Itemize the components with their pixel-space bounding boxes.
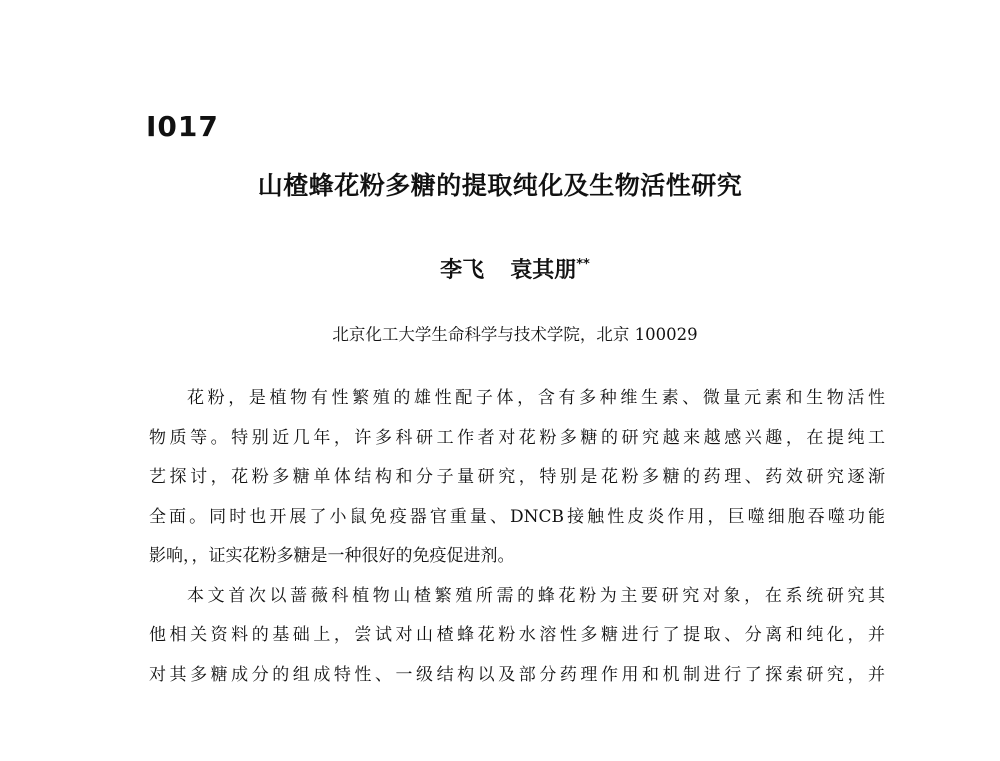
paragraph-1-line-1: 花粉，是植物有性繁殖的雄性配子体，含有多种维生素、微量元素和生物活性 [187,388,885,408]
corresponding-author-mark: ** [576,257,590,272]
paragraph-1-line-2: 物质等。特别近几年，许多科研工作者对花粉多糖的研究越来越感兴趣，在提纯工 [149,427,885,448]
author-2: 袁其朋 [510,258,577,283]
paper-title: 山楂蜂花粉多糖的提取纯化及生物活性研究 [257,171,743,200]
body-text [149,379,885,695]
paragraph-1-line-4: 全面。同时也开展了小鼠免疫器官重量、DNCB接触性皮炎作用，巨噬细胞吞噬功能 [149,506,885,527]
author-1: 李飞 [440,258,485,283]
paragraph-2-line-3: 对其多糖成分的组成特性、一级结构以及部分药理作用和机制进行了探索研究，并 [149,664,885,685]
paper-id: I017 [146,110,219,143]
paragraph-1-line-3: 艺探讨，花粉多糖单体结构和分子量研究，特别是花粉多糖的药理、药效研究逐渐 [149,467,885,487]
authors [0,248,1000,288]
paragraph-2-line-2: 他相关资料的基础上，尝试对山楂蜂花粉水溶性多糖进行了提取、分离和纯化，并 [149,625,885,645]
affiliation: 北京化工大学生命科学与技术学院，北京 100029 [332,325,698,344]
paragraph-2-line-1: 本文首次以蔷薇科植物山楂繁殖所需的蜂花粉为主要研究对象，在系统研究其 [187,585,885,606]
paragraph-1-line-5: 影响，，证实花粉多糖是一种很好的免疫促进剂。 [149,546,515,566]
